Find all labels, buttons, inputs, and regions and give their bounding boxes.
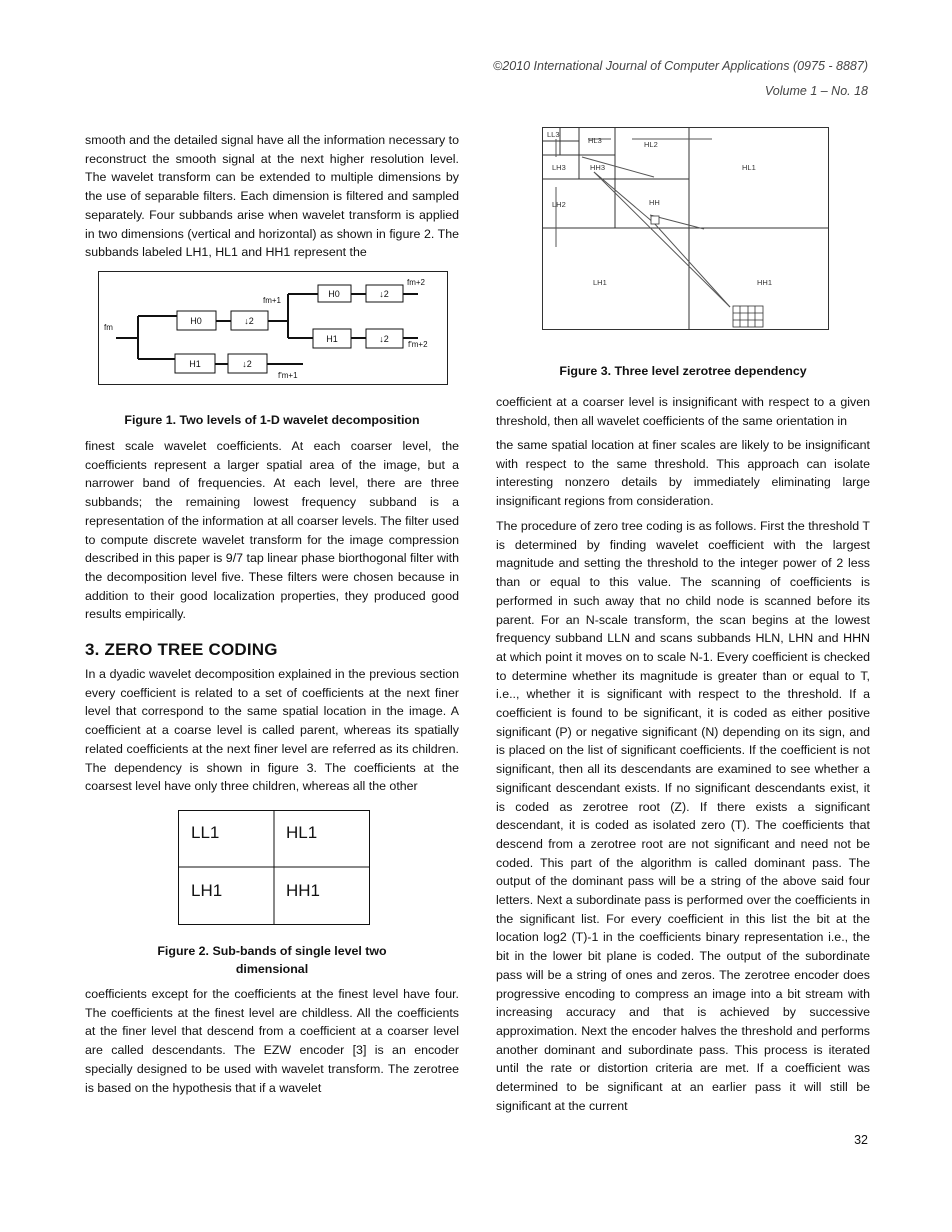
right-paragraph-3 <box>496 517 870 1116</box>
right-paragraph-1 <box>496 393 870 430</box>
h0-label-2: H0 <box>328 289 340 299</box>
figure-3-caption: Figure 3. Three level zerotree dependency <box>559 364 807 378</box>
left-paragraph-3 <box>85 665 459 796</box>
hh1-label: HH1 <box>757 278 773 287</box>
down2-label-4: ↓2 <box>379 334 389 344</box>
figure-2-diagram <box>178 810 370 925</box>
figure-2 <box>178 810 370 930</box>
lh1-label: LH1 <box>593 278 607 287</box>
down2-label-1: ↓2 <box>244 316 254 326</box>
h1-label-2: H1 <box>326 334 338 344</box>
left-paragraph-1 <box>85 131 459 262</box>
down2-label-3: ↓2 <box>379 289 389 299</box>
left-p2-text: finest scale wavelet coefficients. At each coarser level, the coefficients represent a larger spatial area of the image, but a narrower band of frequencies. At each level, there are three subbands; the remaining lowest frequency subband is a representation of the information at all coarser levels. The filter used to compute discrete wavelet transform for the image compression described in this paper is 9/7 tap linear phase biorthogonal filter with the decomposition level five. These filters were chosen because in addition to their good localization properties, they produced good results empirically. <box>85 439 459 622</box>
figure-3-diagram <box>542 127 829 330</box>
figure-2-caption-line2: dimensional <box>235 962 309 976</box>
left-p4-text: coefficients except for the coefficients at the finest level have four. The coefficients at the finest level are childless. All the coefficients at the finer level that descend from a coefficient at a coarser level are called descendants. The EZW encoder [3] is an encoder specially designed to be used with wavelet transform. The zerotree is based on the hypothesis that if a wavelet <box>85 987 459 1095</box>
hl1-cell: HL1 <box>286 823 318 842</box>
down2-label-2: ↓2 <box>242 359 252 369</box>
left-p1-text: smooth and the detailed signal have all the information necessary to reconstruct the smooth signal at the next higher resolution level. The wavelet transform can be extended to multiple dimensions by the use of separable filters. Each dimension is filtered and sampled separately. Four subbands arise when wavelet transform is applied in two dimensions (vertical and horizontal) as shown in figure 2. The subbands labeled LH1, HL1 and HH1 represent the <box>85 133 459 260</box>
figure-2-caption-line1: Figure 2. Sub-bands of single level two <box>157 944 387 958</box>
fm-label: fm <box>104 323 113 332</box>
fm1-label: fm+1 <box>263 296 282 305</box>
fpm2-label: f'm+2 <box>408 340 428 349</box>
page-number: 32 <box>854 1133 868 1147</box>
left-paragraph-2 <box>85 437 459 624</box>
fpm1-label: f'm+1 <box>278 371 298 380</box>
figure-1-caption: Figure 1. Two levels of 1-D wavelet decomposition <box>124 413 420 427</box>
lh2-label: LH2 <box>552 200 566 209</box>
hl3-label: HL3 <box>588 136 602 145</box>
hh3-label: HH3 <box>590 163 606 172</box>
hh1-cell: HH1 <box>286 881 321 900</box>
fm2-label: fm+2 <box>407 278 426 287</box>
left-p3-text: In a dyadic wavelet decomposition explained in the previous section every coefficient is related to a set of coefficients at the next finer level that correspond to the same spatial location in the image. A coefficient at a coarse level is called parent, whereas its spatially related coefficients at the next finer level are referred as its children. The dependency is shown in figure 3. The coefficients at the coarsest level have only three children, whereas all the other <box>85 667 459 794</box>
right-p2-text: the same spatial location at finer scales are likely to be insignificant with respect to the same threshold. This approach can isolate interesting nonzero details by immediately eliminating large insignificant regions from consideration. <box>496 438 870 509</box>
figure-2-caption <box>85 942 459 978</box>
hh2-label: HH <box>649 198 660 207</box>
left-paragraph-4 <box>85 985 459 1097</box>
section-3 <box>85 641 459 660</box>
lh1-cell: LH1 <box>191 881 223 900</box>
volume-header: Volume 1 – No. 18 <box>764 84 868 98</box>
lh3-label: LH3 <box>552 163 566 172</box>
h1-label-1: H1 <box>189 359 201 369</box>
right-p3-text: The procedure of zero tree coding is as follows. First the threshold T is determined by finding wavelet coefficient with the largest magnitude and setting the threshold to the integer power of 2 less than or equal to this value. The scanning of coefficients is performed in such away that no child node is scanned before its parent. For an N-scale transform, the scan begins at the lowest frequency subband LLN and scans subbands HLN, LHN and HHN at which point it moves on to scale N-1. Every coefficient is checked to determine whether its magnitude is greater than or equal to T, i.e.., whether it is significant with respect to the threshold. If a coefficient is found to be significant, it is coded as either positive significant (P) or negative significant (N) depending on its sign, and is placed on the list of significant coefficients. If the coefficient is not significant, then all its descendants are examined to see whether a significant descendant exists. If no significant descendants exist, it is coded as zerotree root (Z). If there exists a significant descendant, it is coded as isolated zero (T). The coefficients that descend from a zerotree root are not significant and need not be coded. This part of the algorithm is called dominant pass. The output of the dominant pass will be a string of the above said four letters. Next a subordinate pass is performed over the coefficients in the significant list. For every coefficient in this list the bit at the location log2 (T)-1 in the coefficients binary representation i.e., the bit in the lower bit plane is coded. The output of the subordinate pass will be a string of ones and zeros. The zerotree encoder does progressive encoding to compress an image into a bit stream with increasing accuracy and that is achieved by successive approximation. Next the encoder halves the threshold and performs another dominant and subordinate pass. This process is iterated until the rate or distortion criteria are met. If a coefficient was determined to be significant at an earlier pass it will still be significant at the current <box>496 519 870 1113</box>
figure-3 <box>542 127 829 335</box>
right-p1-text: coefficient at a coarser level is insignificant with respect to a given threshold, then all wavelet coefficients of the same orientation in <box>496 395 870 428</box>
hl2-label: HL2 <box>644 140 658 149</box>
h0-label-1: H0 <box>190 316 202 326</box>
figure-1 <box>98 271 448 390</box>
figure-1-diagram <box>98 271 448 385</box>
ll3-label: LL3 <box>547 130 560 139</box>
ll1-cell: LL1 <box>191 823 220 842</box>
section-title: 3. ZERO TREE CODING <box>85 640 278 659</box>
hl1-label: HL1 <box>742 163 756 172</box>
journal-header: ©2010 International Journal of Computer Applications (0975 - 8887) <box>493 59 868 73</box>
right-paragraph-2 <box>496 436 870 511</box>
